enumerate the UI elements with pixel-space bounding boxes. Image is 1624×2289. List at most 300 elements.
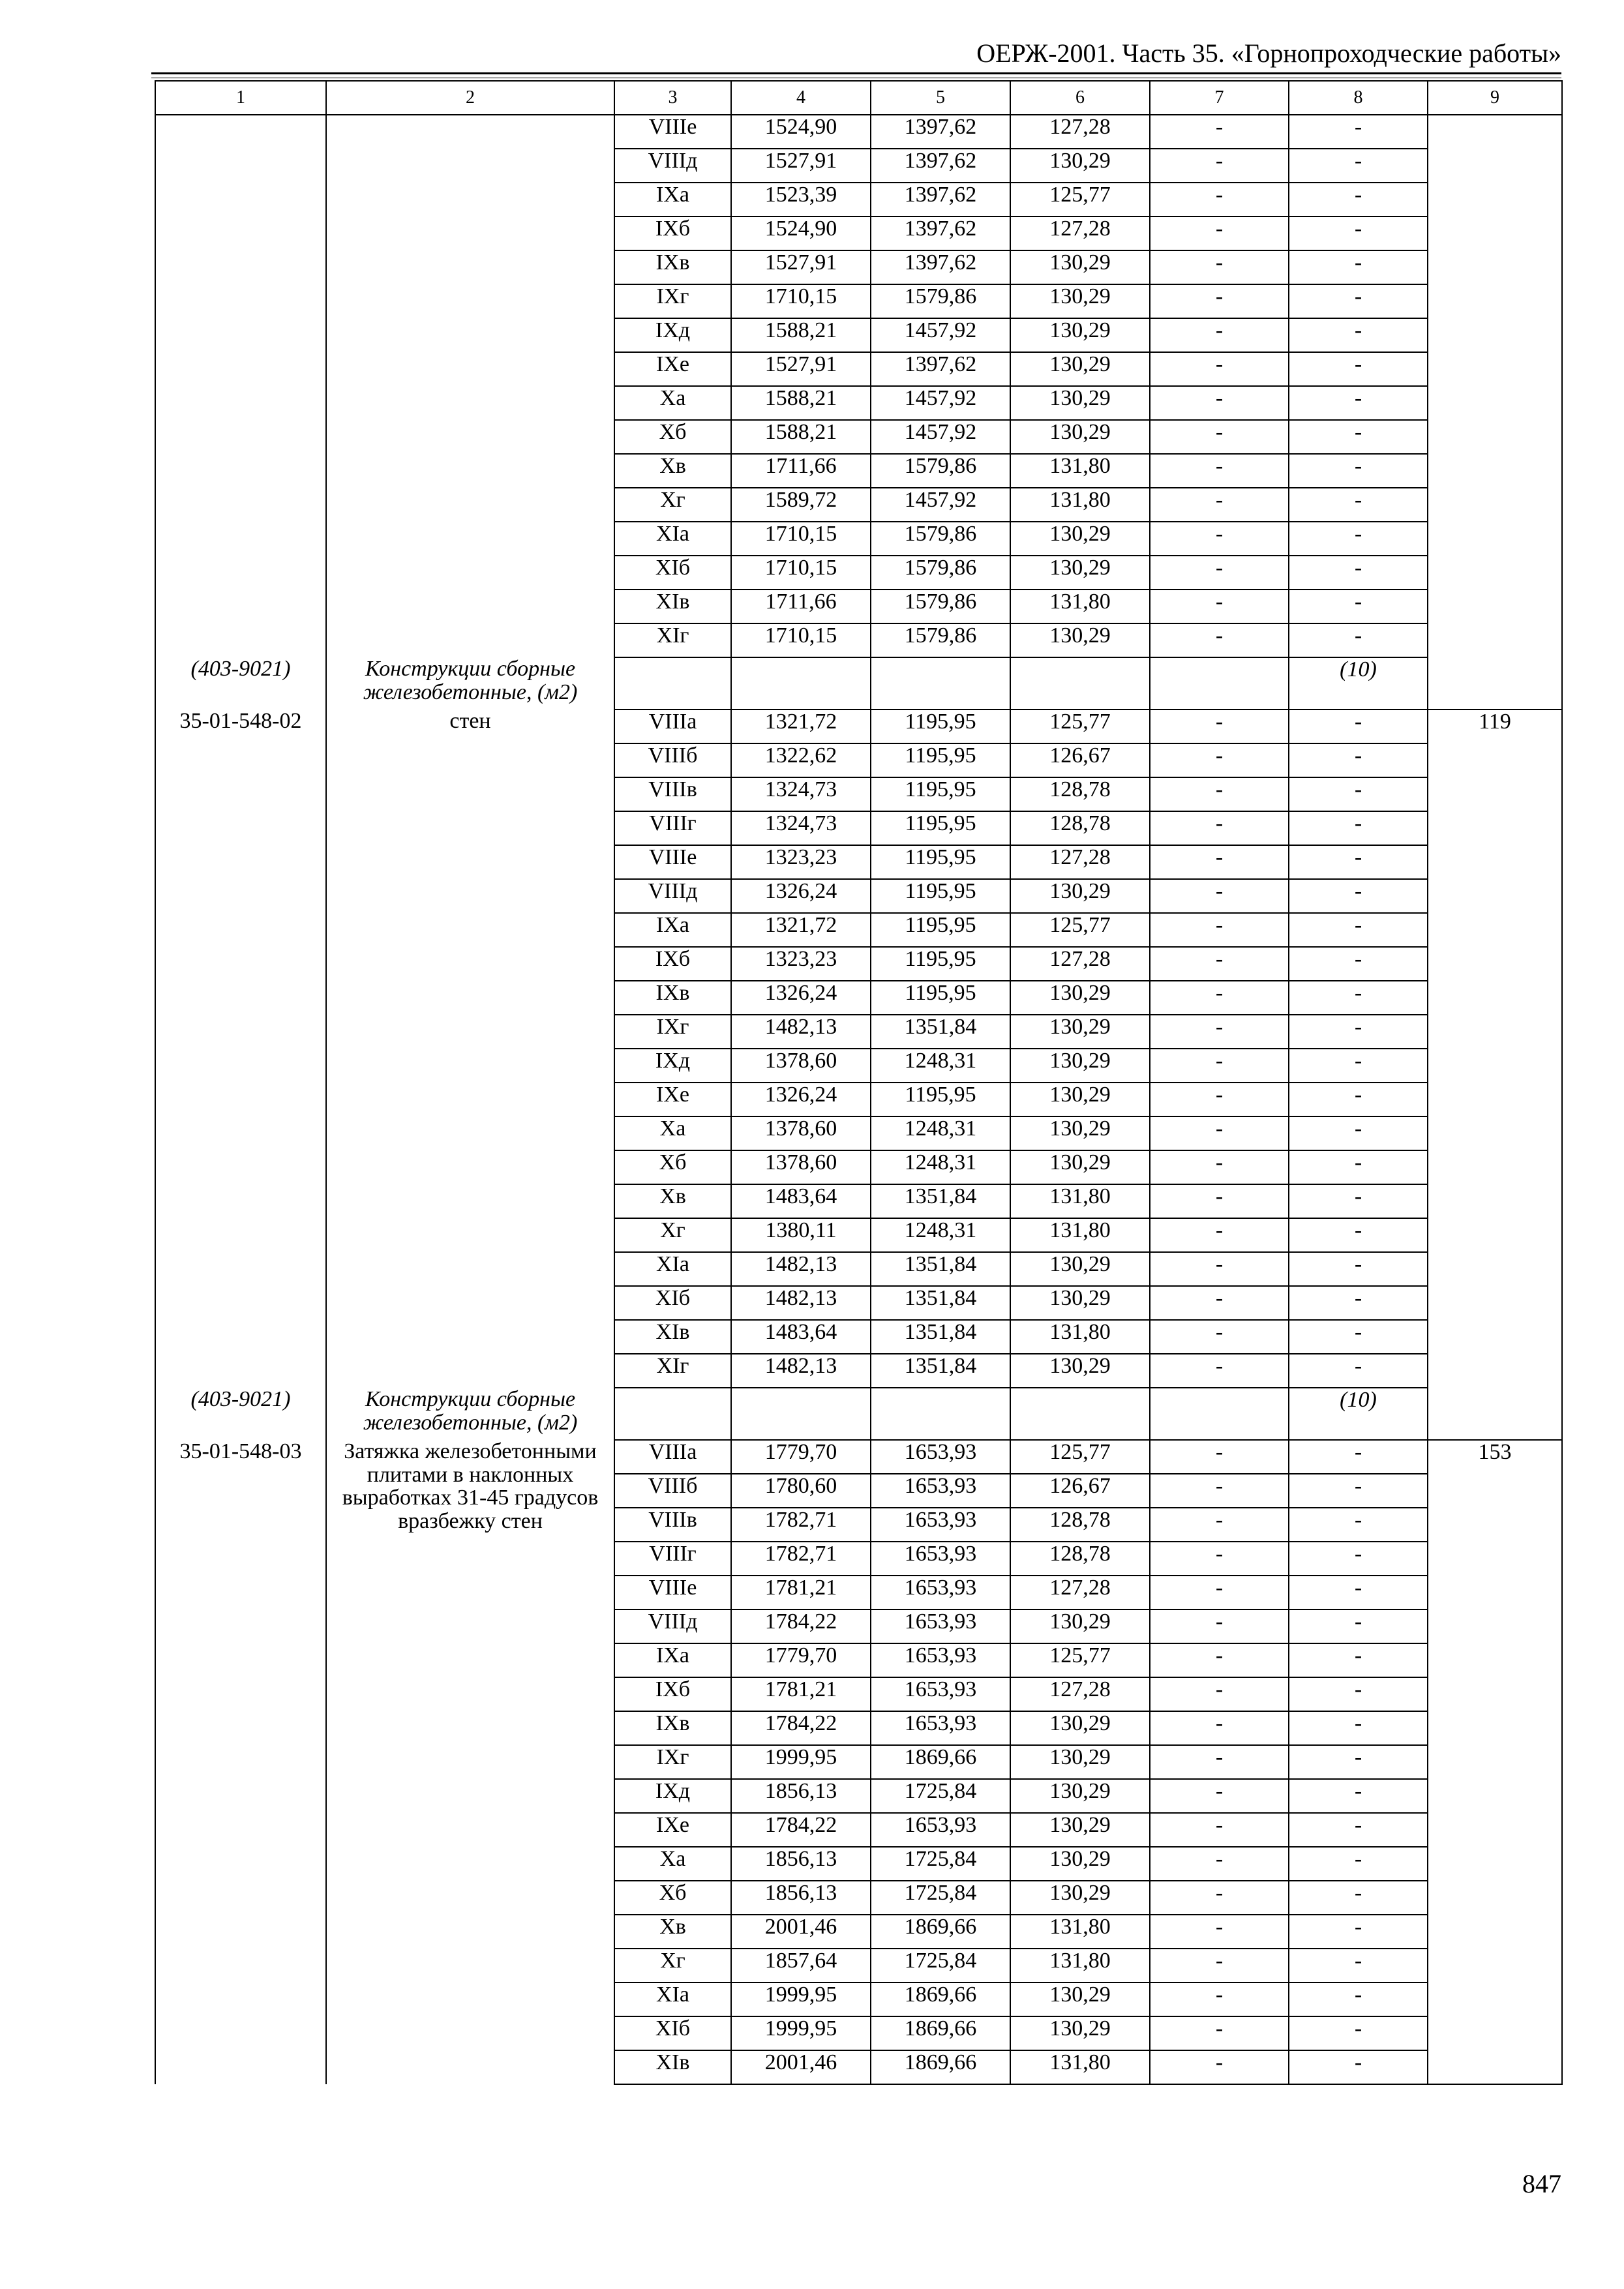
total-cost: 1856,13 (731, 1881, 871, 1915)
material-cost: - (1289, 1711, 1428, 1745)
total-cost: 1326,24 (731, 1083, 871, 1116)
total-cost: 1323,23 (731, 947, 871, 981)
zone-code: VIIIд (614, 149, 731, 183)
rate-code-spacer (155, 1915, 326, 1949)
zone-code: VIIIе (614, 1576, 731, 1609)
labor-cost: 1195,95 (871, 879, 1010, 913)
total-cost: 1857,64 (731, 1949, 871, 1982)
labor-cost: 1195,95 (871, 913, 1010, 947)
zone-code: IXе (614, 352, 731, 386)
operator-cost: - (1150, 420, 1289, 454)
material-cost: - (1289, 710, 1428, 743)
rate-code-spacer (155, 1252, 326, 1286)
resource-description: Конструкции сборные железобетонные, (м2) (326, 1388, 614, 1440)
total-cost: 1524,90 (731, 217, 871, 250)
material-cost: - (1289, 811, 1428, 845)
total-cost: 1782,71 (731, 1508, 871, 1542)
rate-code-spacer (155, 217, 326, 250)
material-cost: - (1289, 1982, 1428, 2016)
zone-code: Xб (614, 1150, 731, 1184)
material-cost: - (1289, 1218, 1428, 1252)
machine-cost: 131,80 (1010, 1915, 1150, 1949)
empty-cell (871, 657, 1010, 710)
total-cost: 1999,95 (731, 1982, 871, 2016)
machine-cost: 126,67 (1010, 743, 1150, 777)
labor-cost: 1869,66 (871, 2050, 1010, 2084)
operator-cost: - (1150, 1949, 1289, 1982)
header-rule-thick (151, 72, 1561, 74)
column-number: 6 (1010, 81, 1150, 115)
material-cost: - (1289, 913, 1428, 947)
total-cost: 1527,91 (731, 352, 871, 386)
total-cost: 1711,66 (731, 590, 871, 623)
rate-code-spacer (155, 811, 326, 845)
labor-cost: 1351,84 (871, 1184, 1010, 1218)
zone-code: IXе (614, 1083, 731, 1116)
total-cost: 1482,13 (731, 1252, 871, 1286)
rate-code-spacer (155, 1576, 326, 1609)
material-cost: - (1289, 1643, 1428, 1677)
material-cost: - (1289, 845, 1428, 879)
machine-cost: 127,28 (1010, 845, 1150, 879)
zone-code: IXв (614, 1711, 731, 1745)
zone-code: IXб (614, 947, 731, 981)
machine-cost: 125,77 (1010, 913, 1150, 947)
zone-code: VIIIб (614, 743, 731, 777)
zone-code: IXа (614, 913, 731, 947)
labor-cost: 1397,62 (871, 183, 1010, 217)
labor-cost: 1579,86 (871, 454, 1010, 488)
material-cost: - (1289, 1440, 1428, 1474)
machine-cost: 131,80 (1010, 2050, 1150, 2084)
total-cost: 1781,21 (731, 1677, 871, 1711)
column-number: 3 (614, 81, 731, 115)
material-cost: - (1289, 149, 1428, 183)
operator-cost: - (1150, 1354, 1289, 1388)
labor-cost: 1195,95 (871, 710, 1010, 743)
machine-cost: 130,29 (1010, 1609, 1150, 1643)
rate-code-spacer (155, 623, 326, 657)
rate-code-spacer (155, 1677, 326, 1711)
zone-code: Xв (614, 1915, 731, 1949)
total-cost: 1324,73 (731, 777, 871, 811)
zone-code: IXг (614, 1015, 731, 1049)
rate-code-spacer (155, 590, 326, 623)
material-cost: - (1289, 488, 1428, 522)
operator-cost: - (1150, 947, 1289, 981)
material-cost: - (1289, 1542, 1428, 1576)
empty-cell (614, 657, 731, 710)
labor-cost: 1351,84 (871, 1015, 1010, 1049)
rate-code-spacer (155, 1711, 326, 1745)
total-cost: 1482,13 (731, 1015, 871, 1049)
resource-code: (403-9021) (155, 657, 326, 710)
rate-code: 35-01-548-02 (155, 710, 326, 743)
rate-code-spacer (155, 454, 326, 488)
material-cost: - (1289, 1847, 1428, 1881)
labor-cost: 1397,62 (871, 352, 1010, 386)
operator-cost: - (1150, 1677, 1289, 1711)
labor-cost: 1653,93 (871, 1813, 1010, 1847)
labor-cost: 1248,31 (871, 1049, 1010, 1083)
material-cost: - (1289, 1116, 1428, 1150)
zone-code: VIIIб (614, 1474, 731, 1508)
labor-cost: 1351,84 (871, 1320, 1010, 1354)
rate-code-spacer (155, 2050, 326, 2084)
operator-cost: - (1150, 149, 1289, 183)
material-cost: - (1289, 115, 1428, 149)
total-cost: 1326,24 (731, 981, 871, 1015)
total-cost: 1711,66 (731, 454, 871, 488)
rate-code-spacer (155, 1508, 326, 1542)
rate-code-spacer (155, 1083, 326, 1116)
material-cost: - (1289, 250, 1428, 284)
material-cost: - (1289, 1320, 1428, 1354)
machine-cost: 128,78 (1010, 1508, 1150, 1542)
rate-code-spacer (155, 1982, 326, 2016)
labor-cost: 1653,93 (871, 1677, 1010, 1711)
operator-cost: - (1150, 1813, 1289, 1847)
material-cost: - (1289, 2050, 1428, 2084)
operator-cost: - (1150, 1779, 1289, 1813)
rate-code-spacer (155, 777, 326, 811)
labor-cost: 1725,84 (871, 1881, 1010, 1915)
total-cost: 1483,64 (731, 1320, 871, 1354)
zone-code: VIIIе (614, 845, 731, 879)
column-number: 7 (1150, 81, 1289, 115)
column-number: 8 (1289, 81, 1428, 115)
zone-code: IXд (614, 1049, 731, 1083)
material-cost: - (1289, 217, 1428, 250)
operator-cost: - (1150, 284, 1289, 318)
total-cost: 1784,22 (731, 1609, 871, 1643)
machine-cost: 130,29 (1010, 1779, 1150, 1813)
rate-code-spacer (155, 1881, 326, 1915)
machine-cost: 130,29 (1010, 1813, 1150, 1847)
labor-cost: 1397,62 (871, 250, 1010, 284)
operator-cost: - (1150, 1982, 1289, 2016)
labor-cost: 1653,93 (871, 1440, 1010, 1474)
machine-cost: 131,80 (1010, 454, 1150, 488)
labor-cost: 1195,95 (871, 981, 1010, 1015)
material-cost: - (1289, 1150, 1428, 1184)
machine-cost: 125,77 (1010, 1643, 1150, 1677)
material-cost: - (1289, 947, 1428, 981)
zone-code: Xв (614, 1184, 731, 1218)
total-cost: 1780,60 (731, 1474, 871, 1508)
column-number: 1 (155, 81, 326, 115)
page-header: ОЕРЖ-2001. Часть 35. «Горнопроходческие работы» (976, 38, 1561, 68)
zone-code: VIIIа (614, 710, 731, 743)
labor-cost: 1397,62 (871, 149, 1010, 183)
operator-cost: - (1150, 1440, 1289, 1474)
empty-cell (1010, 657, 1150, 710)
operator-cost: - (1150, 1474, 1289, 1508)
operator-cost: - (1150, 454, 1289, 488)
rate-code-spacer (155, 149, 326, 183)
operator-cost: - (1150, 1116, 1289, 1150)
labor-cost: 1457,92 (871, 420, 1010, 454)
labor-cost: 1248,31 (871, 1218, 1010, 1252)
material-cost: - (1289, 2016, 1428, 2050)
total-cost: 1527,91 (731, 250, 871, 284)
labor-cost: 1579,86 (871, 284, 1010, 318)
machine-cost: 130,29 (1010, 1881, 1150, 1915)
operator-cost: - (1150, 1508, 1289, 1542)
labor-cost: 1653,93 (871, 1576, 1010, 1609)
machine-cost: 130,29 (1010, 1354, 1150, 1388)
zone-code: VIIIд (614, 879, 731, 913)
operator-cost: - (1150, 710, 1289, 743)
operator-cost: - (1150, 488, 1289, 522)
zone-code: Xа (614, 1847, 731, 1881)
zone-code: XIб (614, 556, 731, 590)
rates-table-body (155, 81, 1562, 2084)
machine-cost: 130,29 (1010, 981, 1150, 1015)
rate-code-spacer (155, 1049, 326, 1083)
zone-code: IXг (614, 284, 731, 318)
machine-cost: 130,29 (1010, 1286, 1150, 1320)
rate-code-spacer (155, 1779, 326, 1813)
rate-code-spacer (155, 1847, 326, 1881)
zone-code: XIв (614, 2050, 731, 2084)
material-cost: - (1289, 183, 1428, 217)
column-number: 5 (871, 81, 1010, 115)
material-cost: - (1289, 1949, 1428, 1982)
rate-code-spacer (155, 879, 326, 913)
operator-cost: - (1150, 1643, 1289, 1677)
labor-cost: 1397,62 (871, 115, 1010, 149)
zone-code: IXа (614, 183, 731, 217)
rates-table (155, 80, 1563, 2085)
rate-code-spacer (155, 1745, 326, 1779)
total-cost: 1779,70 (731, 1643, 871, 1677)
labor-cost: 1579,86 (871, 590, 1010, 623)
labor-cost: 1195,95 (871, 947, 1010, 981)
total-cost: 1321,72 (731, 913, 871, 947)
material-cost: - (1289, 777, 1428, 811)
machine-cost: 130,29 (1010, 1150, 1150, 1184)
total-cost: 2001,46 (731, 1915, 871, 1949)
operator-cost: - (1150, 1542, 1289, 1576)
labor-cost: 1351,84 (871, 1286, 1010, 1320)
rate-code-spacer (155, 183, 326, 217)
machine-cost: 130,29 (1010, 420, 1150, 454)
machine-cost: 130,29 (1010, 1083, 1150, 1116)
labor-cost: 1653,93 (871, 1609, 1010, 1643)
rate-code-spacer (155, 1184, 326, 1218)
rate-code-spacer (155, 250, 326, 284)
operator-cost: - (1150, 1083, 1289, 1116)
labor-cost: 1457,92 (871, 318, 1010, 352)
total-cost: 1782,71 (731, 1542, 871, 1576)
material-cost: - (1289, 420, 1428, 454)
resource-quantity: (10) (1289, 1388, 1428, 1440)
rate-code-spacer (155, 845, 326, 879)
rate-code-spacer (155, 947, 326, 981)
zone-code: VIIIа (614, 1440, 731, 1474)
rate-code (155, 115, 326, 149)
machine-cost: 130,29 (1010, 386, 1150, 420)
total-cost: 1710,15 (731, 522, 871, 556)
rate-code-spacer (155, 284, 326, 318)
operator-cost: - (1150, 590, 1289, 623)
zone-code: VIIIд (614, 1609, 731, 1643)
operator-cost: - (1150, 115, 1289, 149)
zone-code: IXд (614, 318, 731, 352)
material-cost: - (1289, 1252, 1428, 1286)
total-cost: 1380,11 (731, 1218, 871, 1252)
zone-code: VIIIг (614, 1542, 731, 1576)
machine-cost: 125,77 (1010, 183, 1150, 217)
operator-cost: - (1150, 183, 1289, 217)
zone-code: XIб (614, 1286, 731, 1320)
resource-quantity: (10) (1289, 657, 1428, 710)
zone-code: IXб (614, 1677, 731, 1711)
total-cost: 1589,72 (731, 488, 871, 522)
operator-cost: - (1150, 1184, 1289, 1218)
zone-code: XIа (614, 522, 731, 556)
material-cost: - (1289, 1354, 1428, 1388)
total-cost: 1710,15 (731, 284, 871, 318)
machine-cost: 130,29 (1010, 1252, 1150, 1286)
total-cost: 1523,39 (731, 183, 871, 217)
machine-cost: 130,29 (1010, 2016, 1150, 2050)
total-cost: 1710,15 (731, 623, 871, 657)
total-cost: 1378,60 (731, 1049, 871, 1083)
material-cost: - (1289, 1779, 1428, 1813)
operator-cost: - (1150, 1576, 1289, 1609)
labor-hours: 119 (1428, 710, 1562, 1440)
zone-code: XIб (614, 2016, 731, 2050)
rate-code-spacer (155, 1320, 326, 1354)
zone-code: Xб (614, 420, 731, 454)
table-row (155, 710, 1562, 743)
machine-cost: 130,29 (1010, 284, 1150, 318)
machine-cost: 130,29 (1010, 250, 1150, 284)
resource-footer-row (155, 657, 1562, 710)
operator-cost: - (1150, 1609, 1289, 1643)
machine-cost: 130,29 (1010, 1745, 1150, 1779)
machine-cost: 130,29 (1010, 1049, 1150, 1083)
labor-cost: 1248,31 (871, 1150, 1010, 1184)
labor-cost: 1725,84 (871, 1847, 1010, 1881)
machine-cost: 126,67 (1010, 1474, 1150, 1508)
labor-cost: 1195,95 (871, 845, 1010, 879)
zone-code: IXв (614, 250, 731, 284)
labor-cost: 1653,93 (871, 1643, 1010, 1677)
labor-cost: 1869,66 (871, 1915, 1010, 1949)
total-cost: 1323,23 (731, 845, 871, 879)
total-cost: 1588,21 (731, 420, 871, 454)
operator-cost: - (1150, 556, 1289, 590)
labor-hours (1428, 115, 1562, 710)
machine-cost: 131,80 (1010, 488, 1150, 522)
machine-cost: 128,78 (1010, 1542, 1150, 1576)
total-cost: 1378,60 (731, 1150, 871, 1184)
total-cost: 1588,21 (731, 318, 871, 352)
labor-cost: 1351,84 (871, 1354, 1010, 1388)
machine-cost: 130,29 (1010, 1982, 1150, 2016)
operator-cost: - (1150, 811, 1289, 845)
rate-code-spacer (155, 743, 326, 777)
rate-code-spacer (155, 386, 326, 420)
empty-cell (614, 1388, 731, 1440)
machine-cost: 127,28 (1010, 217, 1150, 250)
operator-cost: - (1150, 1286, 1289, 1320)
operator-cost: - (1150, 845, 1289, 879)
empty-cell (871, 1388, 1010, 1440)
column-number: 2 (326, 81, 614, 115)
machine-cost: 130,29 (1010, 522, 1150, 556)
labor-cost: 1653,93 (871, 1508, 1010, 1542)
operator-cost: - (1150, 981, 1289, 1015)
resource-code: (403-9021) (155, 1388, 326, 1440)
zone-code: XIг (614, 623, 731, 657)
resource-description: Конструкции сборные железобетонные, (м2) (326, 657, 614, 710)
operator-cost: - (1150, 1252, 1289, 1286)
operator-cost: - (1150, 1745, 1289, 1779)
labor-cost: 1457,92 (871, 386, 1010, 420)
labor-cost: 1195,95 (871, 743, 1010, 777)
zone-code: XIв (614, 590, 731, 623)
rate-code-spacer (155, 488, 326, 522)
machine-cost: 127,28 (1010, 1677, 1150, 1711)
rate-code-spacer (155, 1116, 326, 1150)
zone-code: Xг (614, 1949, 731, 1982)
material-cost: - (1289, 1915, 1428, 1949)
operator-cost: - (1150, 352, 1289, 386)
total-cost: 1784,22 (731, 1711, 871, 1745)
total-cost: 1527,91 (731, 149, 871, 183)
material-cost: - (1289, 981, 1428, 1015)
rate-code-spacer (155, 352, 326, 386)
total-cost: 1856,13 (731, 1779, 871, 1813)
labor-cost: 1869,66 (871, 1982, 1010, 2016)
table-row (155, 115, 1562, 149)
material-cost: - (1289, 284, 1428, 318)
labor-cost: 1869,66 (871, 1745, 1010, 1779)
rate-code-spacer (155, 318, 326, 352)
machine-cost: 130,29 (1010, 879, 1150, 913)
machine-cost: 131,80 (1010, 1949, 1150, 1982)
labor-cost: 1653,93 (871, 1542, 1010, 1576)
material-cost: - (1289, 1508, 1428, 1542)
rate-code-spacer (155, 1150, 326, 1184)
zone-code: Xв (614, 454, 731, 488)
operator-cost: - (1150, 1049, 1289, 1083)
rate-code-spacer (155, 1474, 326, 1508)
operator-cost: - (1150, 250, 1289, 284)
zone-code: Xа (614, 1116, 731, 1150)
machine-cost: 131,80 (1010, 1218, 1150, 1252)
zone-code: XIа (614, 1982, 731, 2016)
labor-cost: 1248,31 (871, 1116, 1010, 1150)
zone-code: VIIIв (614, 777, 731, 811)
rate-code-spacer (155, 556, 326, 590)
total-cost: 1781,21 (731, 1576, 871, 1609)
rate-code-spacer (155, 1015, 326, 1049)
material-cost: - (1289, 879, 1428, 913)
rate-code-spacer (155, 1609, 326, 1643)
operator-cost: - (1150, 1150, 1289, 1184)
machine-cost: 127,28 (1010, 1576, 1150, 1609)
machine-cost: 130,29 (1010, 1116, 1150, 1150)
zone-code: VIIIв (614, 1508, 731, 1542)
material-cost: - (1289, 743, 1428, 777)
labor-cost: 1195,95 (871, 1083, 1010, 1116)
operator-cost: - (1150, 743, 1289, 777)
